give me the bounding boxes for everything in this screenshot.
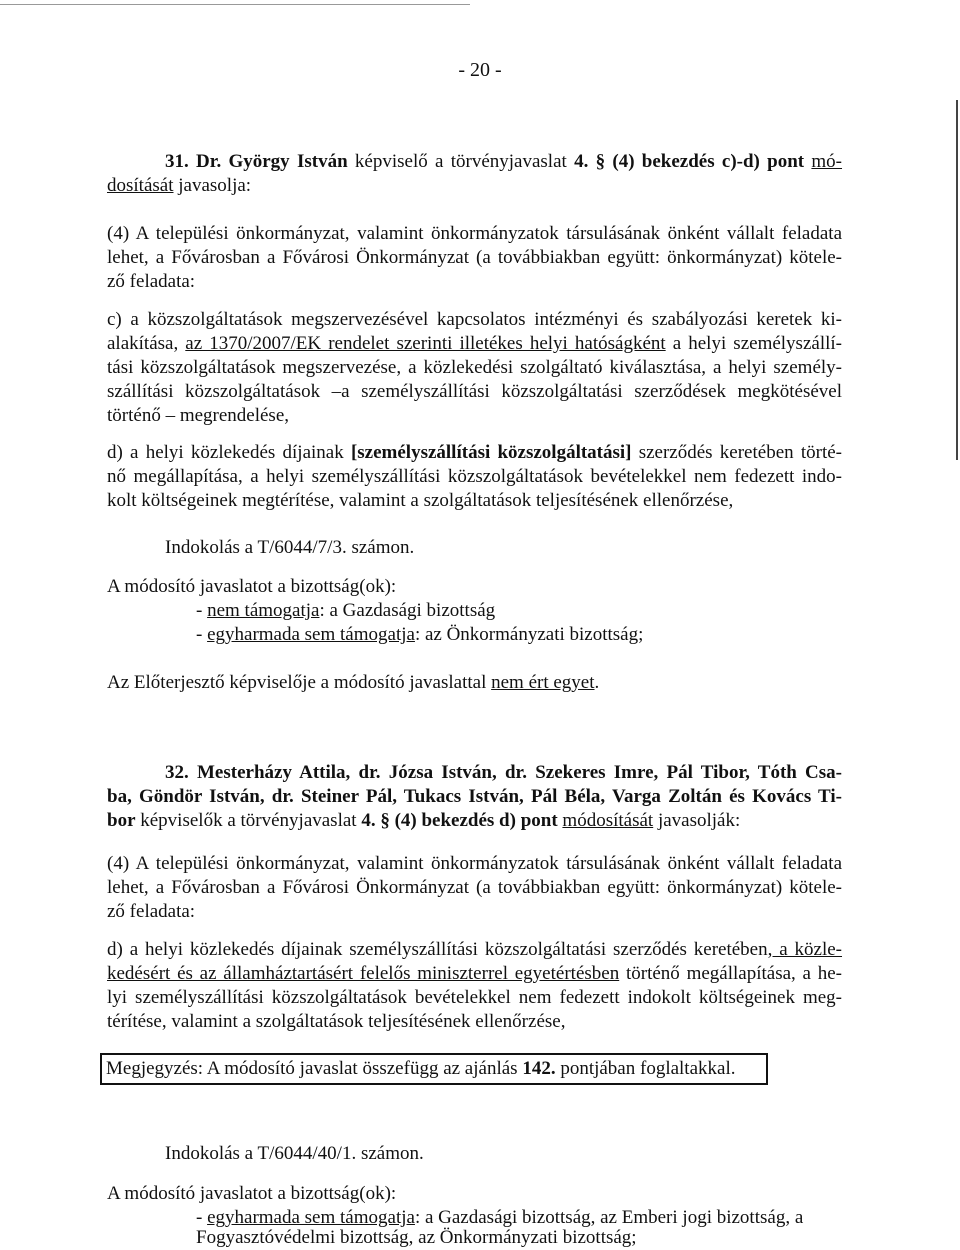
page-number: - 20 - — [458, 59, 502, 81]
deleted-text: [személyszállítási közszolgáltatási] — [350, 442, 632, 463]
item-32-justification: Indokolás a T/6044/40/1. számon. — [165, 1143, 424, 1164]
item-32-committee-intro: A módosító javaslatot a bizottság(ok): — [107, 1183, 397, 1204]
inserted-text: kedésért és az államháztartásért felelős miniszterrel egyetértésben — [107, 963, 620, 984]
reference: 4. § (4) bekezdés c)-d) pont — [574, 151, 805, 172]
item-31-presenter-opinion: Az Előterjesztő képviselője a módosító javaslattal nem ért egyet. — [107, 672, 600, 693]
item-32-committee-1-cont: Fogyasztóvédelmi bizottság, az Önkormányzati bizottság; — [196, 1227, 637, 1248]
item-31-point-c: c) a közszolgáltatások megszervezésével kapcsolatos intézményi és szabályozási keretek ki- alakítása, az 1370/2007/EK rendelet szerinti illetékes helyi hatóságként a helyi személyszállí- tási közszolgáltatások megszervezése, a közlekedési szolgáltató kiválasztása, a helyi személy- szállítási közszolgáltatások –a személyszállítási közszolgáltatási szerződések megkötésével történő – megrendelése, — [107, 309, 842, 426]
item-31-justification: Indokolás a T/6044/7/3. számon. — [165, 537, 415, 558]
margin-change-bar — [956, 100, 958, 460]
item-32-point-d: d) a helyi közlekedés díjainak személyszállítási közszolgáltatási szerződés keretében, a közle- kedésért és az államháztartásért felelős miniszterrel egyetértésben történő megállapítása, a he- lyi személyszállítási közszolgáltatások bevételekkel nem fedezett indokolt költségeinek meg- térítése, valamint a szolgáltatások teljesítésének ellenőrzése, — [107, 939, 843, 1032]
item-author: Dr. György István — [196, 151, 348, 172]
item-32-paragraph-4: (4) A települési önkormányzat, valamint önkormányzatok társulásának önként vállalt feladata lehet, a Fővárosban a Fővárosi Önkormányzat (a továbbiakban együtt: önkormányzat) kötele- ző feladata: — [107, 853, 842, 922]
inserted-text: az 1370/2007/EK rendelet szerinti illetékes helyi hatóságként — [185, 333, 666, 354]
item-31-point-d: d) a helyi közlekedés díjainak [személyszállítási közszolgáltatási] szerződés keretében törté- nő megállapítása, a helyi személyszállítási közszolgáltatások bevételekkel nem fedezett indo- kolt költségeinek megtérítése, valamint a szolgáltatások teljesítésének ellenőrzése, — [107, 442, 842, 511]
item-31-committee-2: - egyharmada sem támogatja: az Önkormányzati bizottság; — [196, 624, 644, 645]
inserted-text: , a közle- — [767, 939, 843, 960]
item-number: 31. — [165, 151, 189, 172]
item-32-heading: 32. Mesterházy Attila, dr. Józsa István, dr. Szekeres Imre, Pál Tibor, Tóth Csa- ba, Göndör István, dr. Steiner Pál, Tukacs István, Pál Béla, Varga Zoltán és Kovács Ti- bor képviselők a törvényjavaslat 4. § (4) bekezdés d) pont módosítását javasolják: — [107, 762, 843, 831]
item-authors: Mesterházy Attila, dr. Józsa István, dr. Szekeres Imre, Pál Tibor, Tóth Csa- — [196, 762, 843, 783]
item-31-committee-1: - nem támogatja: a Gazdasági bizottság — [196, 600, 496, 621]
item-31-paragraph-4: (4) A települési önkormányzat, valamint önkormányzatok társulásának önként vállalt feladata lehet, a Fővárosban a Fővárosi Önkormányzat (a továbbiakban együtt: önkormányzat) kötele- ző feladata: — [107, 223, 842, 292]
item-31-heading: 31. Dr. György István képviselő a törvényjavaslat 4. § (4) bekezdés c)-d) pont mó- dosítását javasolja: — [107, 151, 843, 196]
top-rule — [0, 4, 470, 5]
item-32-committee-1: - egyharmada sem támogatja: a Gazdasági bizottság, az Emberi jogi bizottság, a — [196, 1207, 804, 1228]
item-31-committee-intro: A módosító javaslatot a bizottság(ok): — [107, 576, 397, 597]
reference: 4. § (4) bekezdés d) pont — [361, 810, 558, 831]
item-number: 32. — [165, 762, 189, 783]
note-box: Megjegyzés: A módosító javaslat összefügg az ajánlás 142. pontjában foglaltakkal. — [100, 1053, 768, 1085]
